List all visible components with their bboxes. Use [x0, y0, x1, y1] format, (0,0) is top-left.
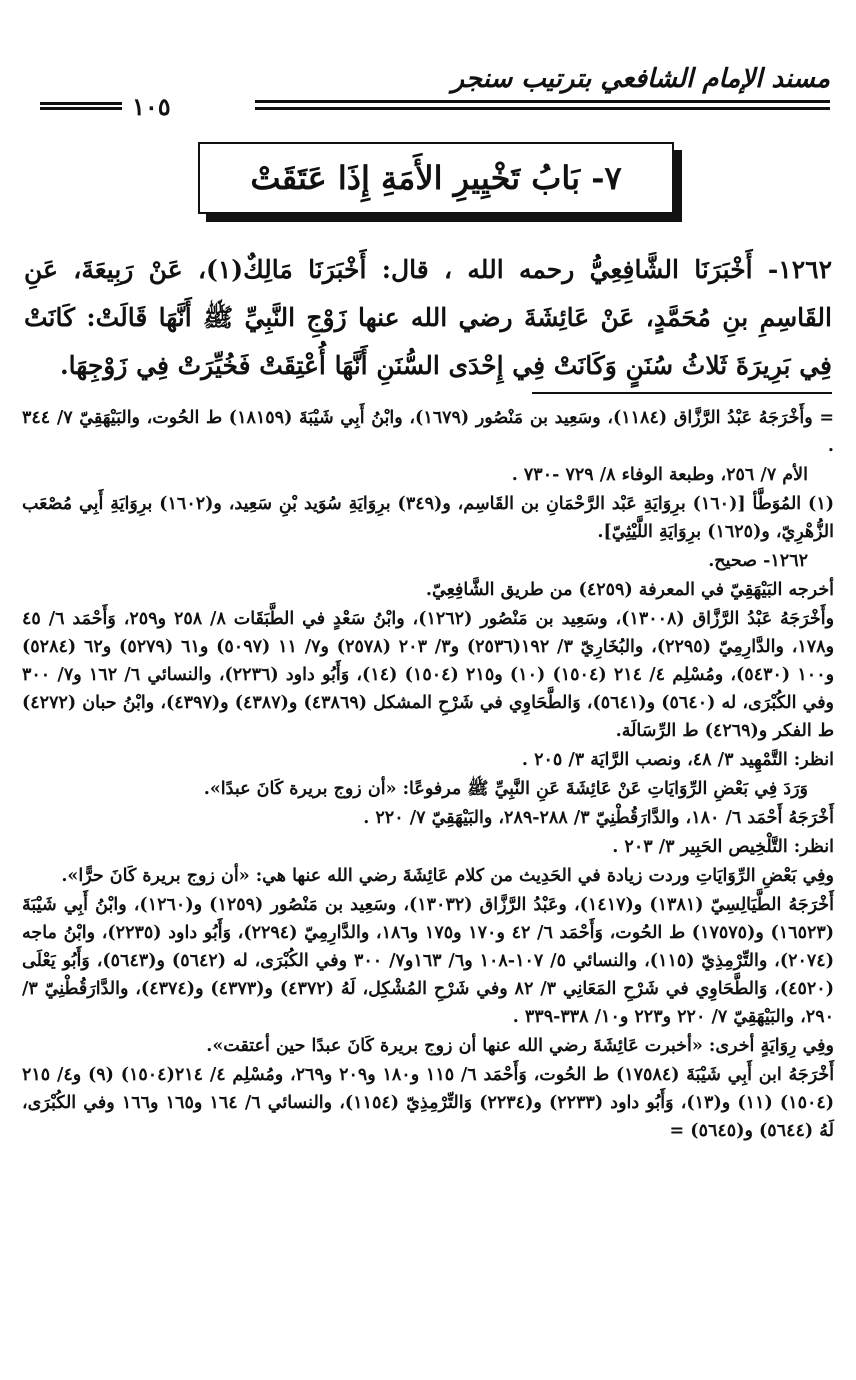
header-double-rule-short [40, 102, 122, 110]
header-double-rule [255, 100, 830, 110]
footnote-paragraph: انظر: التَّلْخِيص الحَبِير ٣/ ٢٠٣ . [612, 837, 834, 857]
footnote-paragraph: أَخْرَجَهُ ابن أَبِي شَيْبَةَ (١٧٥٨٤) ط الحُوت، وَأَحْمَد ٦/ ١١٥ و١٨٠ و٢٠٩ و٢٦٩، ومُسْلِم ٤/ ٢١٤(١٥٠٤) (٩) و٤/ ٢١٥ (١٥٠٤) (١١) و(١٣)، وَأَبُو داود (٢٢٣٣) و(٢٢٣٤) وَالتِّرْمِذِيّ (١١٥٤)، والنسائي ٦/ ١٦٤ و١٦٥ و١٦٦ وفي الكُبْرَى، لَهُ (٥٦٤٤) و(٥٦٤٥) = [22, 1065, 835, 1141]
chapter-title: ٧- بَابُ تَخْيِيرِ الأَمَةِ إِذَا عَتَقَتْ [250, 159, 622, 197]
footnote-paragraph: وَرَدَ فِي بَعْضِ الرِّوَايَاتِ عَنْ عَائِشَةَ عَنِ النَّبِيِّ ﷺ مرفوعًا: «أن زوج بريرة كَانَ عبدًا». [203, 779, 808, 799]
footnote-paragraph: الأم ٧/ ٢٥٦، وطبعة الوفاء ٨/ ٧٢٩ -٧٣٠ . [511, 465, 808, 485]
footnote-separator [532, 392, 832, 394]
footnote-paragraph: = وأَخْرَجَهُ عَبْدُ الرَّزَّاق (١١٨٤)، وسَعِيد بن مَنْصُور (١٦٧٩)، وابْنُ أَبِي شَيْبَةَ (١٨١٥٩) ط الحُوت، والبَيْهَقِيّ ٧/ ٣٤٤ . [22, 408, 835, 456]
footnote-paragraph: (١) المُوَطَّأ [(١٦٠) برِوَايَةِ عَبْد الرَّحْمَانِ بن القَاسِم، و(٣٤٩) برِوَايَةِ سُوَيد بْنِ سَعِيد، و(١٦٠٢) برِوَايَةِ أَبِي مُصْعَب الزُّهْرِيّ، و(١٦٢٥) برِوَايَةِ اللَّيْثِيّ]. [22, 494, 834, 542]
footnote-paragraph: وأَخْرَجَهُ عَبْدُ الرَّزَّاق (١٣٠٠٨)، وسَعِيد بن مَنْصُور (١٢٦٢)، وابْنُ سَعْدٍ في الطَّبَقَات ٨/ ٢٥٨ و٢٥٩، وَأَحْمَد ٦/ ٤٥ و١٧٨، والدَّارِمِيّ (٢٢٩٥)، والبُخَارِيّ ٣/ ١٩٢(٢٥٣٦) و٣/ ٢٠٣ (٢٥٧٨) و٧/ ١١ (٥٠٩٧) و٦١ (٥٢٧٩) و٦٢ (٥٢٨٤) و١٠٠ (٥٤٣٠)، ومُسْلِم ٤/ ٢١٤ (١٥٠٤) (١٠) و٢١٥ (١٥٠٤) (١٤)، وَأَبُو داود (٢٢٣٦)، والنسائي ٦/ ١٦٢ و٧/ ٣٠٠ وفي الكُبْرَى، له (٥٦٤٠) و(٥٦٤١)، وَالطَّحَاوِي في شَرْحِ المشكل (٤٣٨٦٩) و(٤٣٨٧) و(٤٣٩٧)، وابْنُ حبان (٤٢٧٢) ط الفكر و(٤٢٦٩) ط الرِّسَالَة. [22, 609, 835, 741]
footnote-paragraph: أَخْرَجَهُ أَحْمَد ٦/ ١٨٠، والدَّارَقُطْنِيّ ٣/ ٢٨٨-٢٨٩، والبَيْهَقِيّ ٧/ ٢٢٠ . [363, 808, 834, 828]
chapter-heading-box [198, 142, 674, 214]
footnotes [22, 404, 834, 1146]
book-title: مسند الإمام الشافعي بترتيب سنجر [451, 64, 830, 94]
footnote-paragraph: وفِي بَعْضِ الرِّوَايَاتِ وردت زيادة في الحَدِيث من كلام عَائِشَةَ رضي الله عنها هي: «أن زوج بريرة كَانَ حرًّا». [61, 866, 834, 886]
running-header [40, 58, 830, 121]
footnote-paragraph: ١٢٦٢- صحيح. [708, 551, 808, 571]
footnote-paragraph: انظر: التَّمْهِيد ٣/ ٤٨، ونصب الرَّايَة ٣/ ٢٠٥ . [521, 750, 834, 770]
footnote-paragraph: وفِي رِوَايَةٍ أخرى: «أخبرت عَائِشَةَ رضي الله عنها أن زوج بريرة كَانَ عبدًا حين أعتقت». [206, 1036, 834, 1056]
page-number: ١٠٥ [132, 92, 171, 121]
footnote-paragraph: أَخْرَجَهُ الطَّيَالِسِيّ (١٣٨١) و(١٤١٧)، وعَبْدُ الرَّزَّاق (١٣٠٣٢)، وسَعِيد بن مَنْصُور (١٢٥٩) و(١٢٦٠)، وابْنُ أَبِي شَيْبَةَ (١٦٥٢٣) و(١٧٥٧٥) ط الحُوت، وَأَحْمَد ٦/ ٤٢ و١٧٠ و١٧٥ و١٨٦، والدَّارِمِيّ (٢٢٩٤)، وَأَبُو داود (٢٢٣٥)، وابْنُ ماجه (٢٠٧٤)، والتِّرْمِذِيّ (١١٥)، والنسائي ٥/ ١٠٧-١٠٨ و٦/ ١٦٣و٧/ ٣٠٠ وفي الكُبْرَى، له (٥٦٤٢) و(٥٦٤٣)، وَأَبُو يَعْلَى (٤٥٢٠)، وَالطَّحَاوِي في شَرْحِ المَعَانِي ٣/ ٨٢ وفي شَرْحِ المُشْكِل، لَهُ (٤٣٧٢) و(٤٣٧٣) و(٤٣٧٤)، والدَّارَقُطْنِيّ ٣/ ٢٩٠، والبَيْهَقِيّ ٧/ ٢٢٠ و٢٢٣ و١٠/ ٣٣٨-٣٣٩ . [22, 895, 835, 1027]
hadith-text: ١٢٦٢- أَخْبَرَنَا الشَّافِعِيُّ رحمه الله ، قال: أَخْبَرَنَا مَالِكٌ(١)، عَنْ رَبِيعَةَ، عَنِ القَاسِمِ بنِ مُحَمَّدٍ، عَنْ عَائِشَةَ رضي الله عنها زَوْجِ النَّبِيِّ ﷺ أَنَّهَا قَالَتْ: كَانَتْ فِي بَرِيرَةَ ثَلاثُ سُنَنٍ وَكَانَتْ فِي إِحْدَى السُّنَنِ أَنَّهَا أُعْتِقَتْ فَخُيِّرَتْ فِي زَوْجِهَا. [24, 255, 833, 380]
footnote-paragraph: أخرجه البَيْهَقِيّ في المعرفة (٤٢٥٩) من طريق الشَّافِعِيّ. [425, 580, 834, 600]
